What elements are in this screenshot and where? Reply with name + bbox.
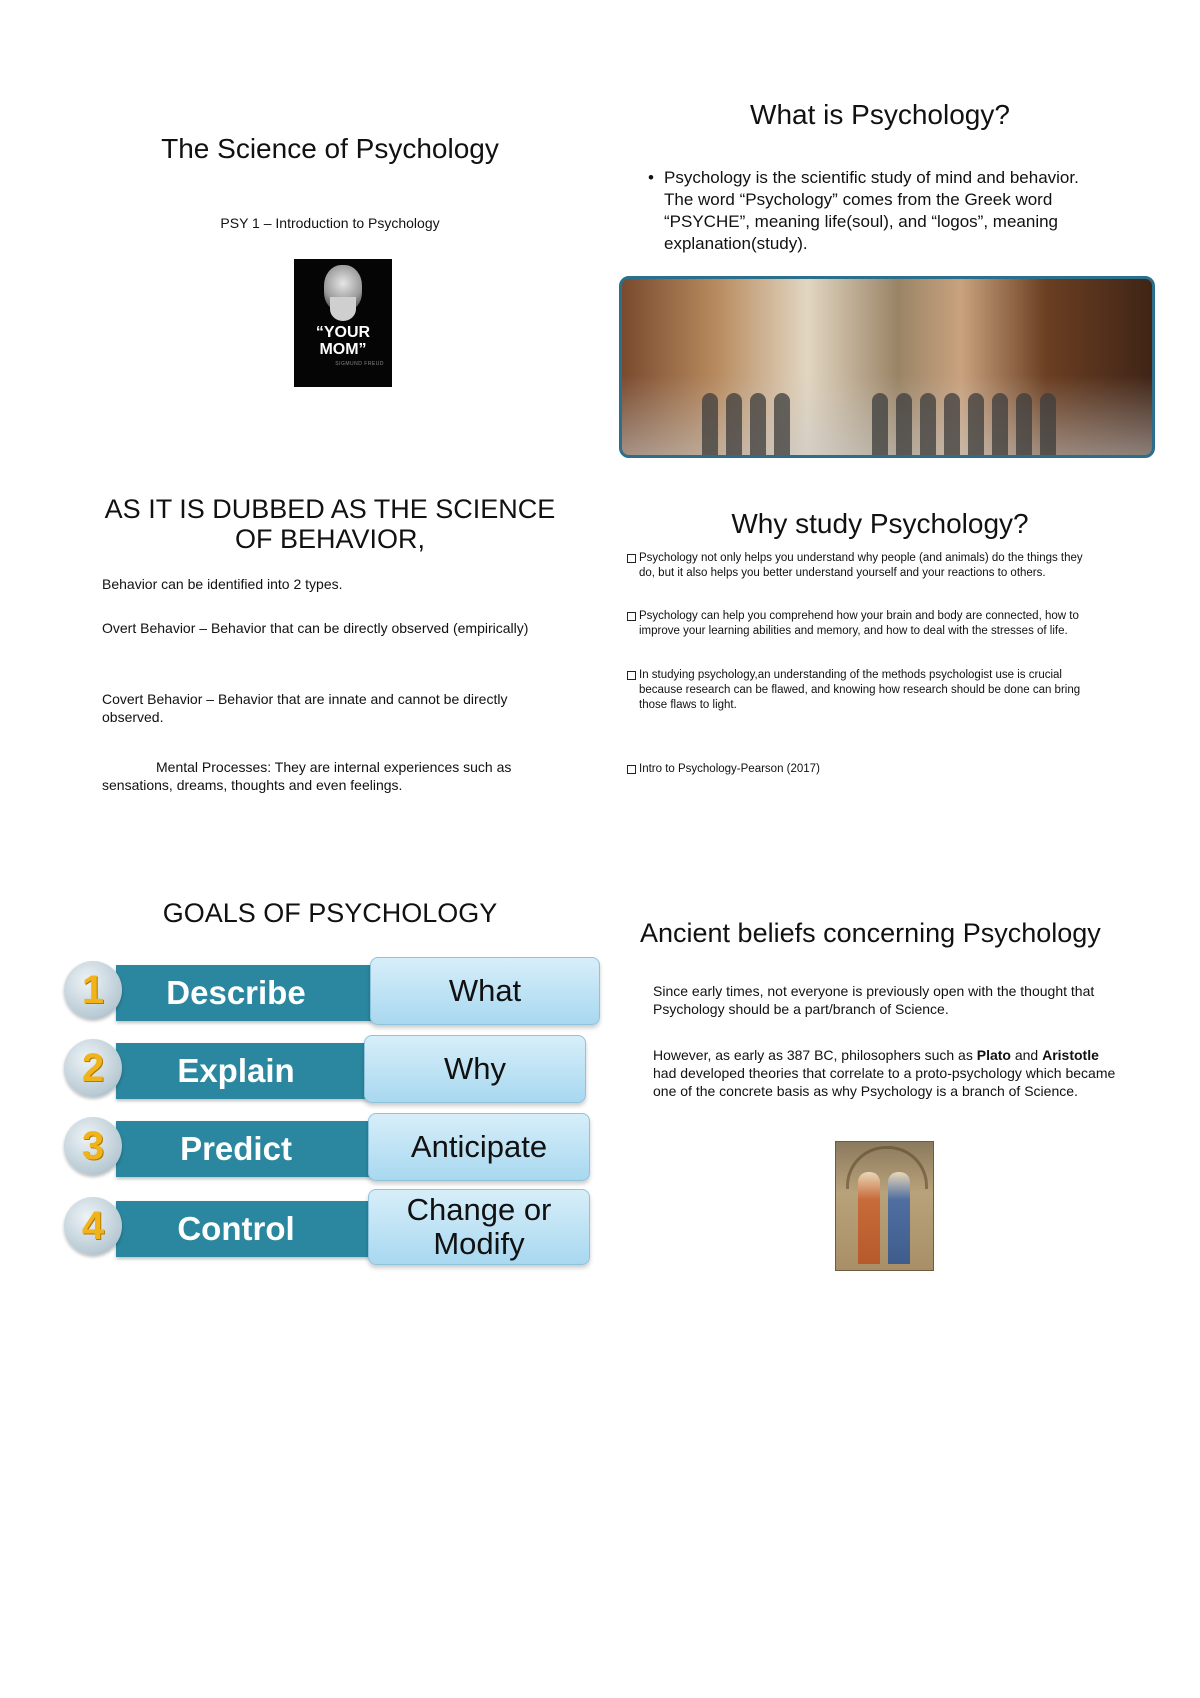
checkbox-bullet-icon bbox=[627, 554, 636, 563]
poster-text-line1: “YOUR bbox=[315, 324, 371, 341]
slide3-title: AS IT IS DUBBED AS THE SCIENCE OF BEHAVIOR, bbox=[104, 494, 556, 554]
goal-row bbox=[64, 1113, 604, 1179]
silhouette bbox=[920, 393, 936, 455]
freud-poster-image bbox=[294, 259, 392, 387]
slide4-list-item bbox=[627, 551, 1097, 581]
goal-number: 2 bbox=[81, 1046, 105, 1090]
checkbox-bullet-icon bbox=[627, 765, 636, 774]
slide2-title: What is Psychology? bbox=[750, 99, 1010, 130]
goal-row bbox=[64, 1189, 604, 1263]
slide1-title: The Science of Psychology bbox=[161, 133, 499, 164]
slide3-paragraph: Mental Processes: They are internal experiences such as sensations, dreams, thoughts and even feelings. bbox=[102, 759, 512, 793]
portrait-beard bbox=[330, 297, 356, 321]
silhouette bbox=[896, 393, 912, 455]
goal-meaning-box: Anticipate bbox=[368, 1113, 590, 1181]
slide4-item-text: In studying psychology,an understanding of the methods psychologist use is crucial because research can be flawed, and knowing how research should be done can bring those flaws to light. bbox=[639, 669, 1081, 711]
goal-row bbox=[64, 1035, 604, 1101]
silhouette bbox=[750, 393, 766, 455]
slide4-item-text: Psychology not only helps you understand why people (and animals) do the things they do, but it also helps you better understand yourself and your reactions to others. bbox=[639, 552, 1083, 579]
slide5-title: GOALS OF PSYCHOLOGY bbox=[162, 898, 498, 928]
silhouette bbox=[1016, 393, 1032, 455]
goal-row bbox=[64, 957, 604, 1023]
slide2-bullet-text: Psychology is the scientific study of mind and behavior. The word “Psychology” comes from the Greek word “PSYCHE”, meaning life(soul), and “logos”, meaning explanation(study). bbox=[664, 168, 1079, 253]
text-span: and bbox=[1010, 1047, 1043, 1063]
slide3-paragraph: Overt Behavior – Behavior that can be directly observed (empirically) bbox=[102, 620, 529, 636]
slide3-paragraph: Behavior can be identified into 2 types. bbox=[102, 576, 343, 592]
silhouette bbox=[944, 393, 960, 455]
slide2-bullet bbox=[648, 167, 1108, 255]
goal-meaning-box: Change or Modify bbox=[368, 1189, 590, 1265]
silhouette bbox=[872, 393, 888, 455]
slide6-title: Ancient beliefs concerning Psychology bbox=[640, 918, 1101, 948]
goal-verb: Explain bbox=[177, 1052, 295, 1089]
silhouette bbox=[1040, 393, 1056, 455]
goal-verb: Describe bbox=[166, 974, 306, 1011]
school-of-athens-image bbox=[835, 1141, 934, 1271]
slide4-list-item bbox=[627, 762, 1097, 777]
checkbox-bullet-icon bbox=[627, 612, 636, 621]
poster-text-line2: MOM” bbox=[319, 341, 367, 358]
goal-verb: Predict bbox=[180, 1130, 292, 1167]
goal-number: 3 bbox=[81, 1124, 105, 1168]
silhouette bbox=[968, 393, 984, 455]
poster-caption: SIGMUND FREUD bbox=[335, 361, 384, 367]
slide4-list-item bbox=[627, 668, 1097, 713]
checkbox-bullet-icon bbox=[627, 671, 636, 680]
goal-number: 4 bbox=[81, 1204, 105, 1248]
goal-verb: Control bbox=[177, 1210, 295, 1247]
slide4-item-text: Intro to Psychology-Pearson (2017) bbox=[639, 763, 820, 775]
silhouette bbox=[702, 393, 718, 455]
bullet-dot: • bbox=[648, 168, 654, 187]
slide4-item-text: Psychology can help you comprehend how your brain and body are connected, how to improve your learning abilities and memory, and how to deal with the stresses of life. bbox=[639, 610, 1079, 637]
aristotle-name: Aristotle bbox=[1042, 1047, 1099, 1063]
slide1-subtitle: PSY 1 – Introduction to Psychology bbox=[220, 215, 440, 231]
slide6-paragraph bbox=[653, 1046, 1123, 1100]
plato-figure bbox=[858, 1172, 880, 1264]
slide4-list-item bbox=[627, 609, 1097, 639]
silhouette bbox=[726, 393, 742, 455]
silhouette bbox=[774, 393, 790, 455]
text-span: had developed theories that correlate to a proto-psychology which became one of the concrete basis as why Psychology is a branch of Science. bbox=[653, 1065, 1116, 1099]
slide4-title: Why study Psychology? bbox=[731, 508, 1029, 539]
goal-meaning-box: Why bbox=[364, 1035, 586, 1103]
psychology-collage-image bbox=[619, 276, 1155, 458]
slide6-paragraph: Since early times, not everyone is previously open with the thought that Psychology should be a part/branch of Science. bbox=[653, 983, 1095, 1017]
text-span: However, as early as 387 BC, philosophers such as bbox=[653, 1047, 977, 1063]
plato-name: Plato bbox=[976, 1047, 1011, 1063]
goal-meaning-box: What bbox=[370, 957, 600, 1025]
goal-number: 1 bbox=[81, 968, 105, 1012]
silhouette bbox=[992, 393, 1008, 455]
aristotle-figure bbox=[888, 1172, 910, 1264]
slide3-paragraph: Covert Behavior – Behavior that are innate and cannot be directly observed. bbox=[102, 691, 508, 725]
